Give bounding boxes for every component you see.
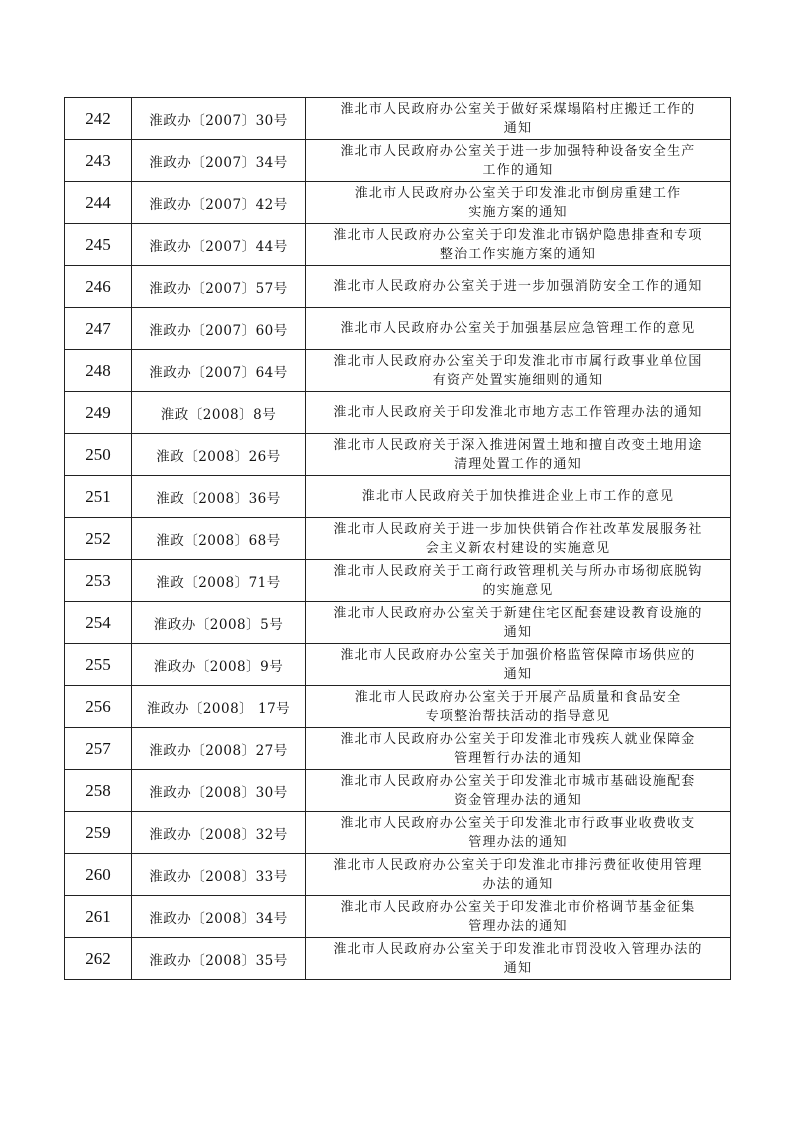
title-line: 淮北市人民政府办公室关于印发淮北市价格调节基金征集	[340, 899, 696, 915]
row-number: 247	[65, 308, 132, 350]
title-line: 整治工作实施方案的通知	[439, 246, 597, 262]
document-title	[306, 770, 731, 812]
title-line: 淮北市人民政府办公室关于进一步加强特种设备安全生产	[340, 143, 696, 159]
document-number: 淮政办〔2007〕44号	[132, 224, 306, 266]
row-number: 255	[65, 644, 132, 686]
title-line: 淮北市人民政府关于进一步加快供销合作社改革发展服务社	[333, 521, 703, 537]
document-number: 淮政〔2008〕8号	[132, 392, 306, 434]
document-title	[306, 518, 731, 560]
table-row	[65, 182, 731, 224]
title-line: 淮北市人民政府办公室关于做好采煤塌陷村庄搬迁工作的	[340, 101, 696, 117]
row-number: 244	[65, 182, 132, 224]
document-number: 淮政办〔2007〕57号	[132, 266, 306, 308]
title-line: 办法的通知	[482, 876, 554, 892]
document-title	[306, 560, 731, 602]
document-title	[306, 350, 731, 392]
document-title	[306, 896, 731, 938]
row-number: 260	[65, 854, 132, 896]
table-row	[65, 308, 731, 350]
document-number: 淮政办〔2008〕32号	[132, 812, 306, 854]
document-number: 淮政办〔2007〕42号	[132, 182, 306, 224]
row-number: 248	[65, 350, 132, 392]
document-index-table	[64, 97, 731, 980]
table-row	[65, 854, 731, 896]
document-number: 淮政办〔2007〕60号	[132, 308, 306, 350]
title-line: 管理暂行办法的通知	[454, 750, 582, 766]
row-number: 249	[65, 392, 132, 434]
title-line: 淮北市人民政府关于印发淮北市地方志工作管理办法的通知	[333, 405, 703, 420]
title-line: 有资产处置实施细则的通知	[432, 372, 604, 388]
row-number: 262	[65, 938, 132, 980]
row-number: 257	[65, 728, 132, 770]
document-number: 淮政办〔2008〕34号	[132, 896, 306, 938]
title-line: 淮北市人民政府办公室关于加强价格监管保障市场供应的	[340, 647, 696, 663]
document-number: 淮政办〔2008〕27号	[132, 728, 306, 770]
row-number: 242	[65, 98, 132, 140]
title-line: 通知	[503, 960, 533, 976]
title-line: 淮北市人民政府关于工商行政管理机关与所办市场彻底脱钩	[333, 563, 703, 579]
table-body	[65, 98, 731, 980]
document-title	[306, 686, 731, 728]
table-row	[65, 560, 731, 602]
table-row	[65, 140, 731, 182]
title-line: 资金管理办法的通知	[454, 792, 582, 808]
title-line: 淮北市人民政府办公室关于开展产品质量和食品安全	[354, 689, 682, 705]
title-line: 淮北市人民政府办公室关于印发淮北市城市基础设施配套	[340, 773, 696, 789]
title-line: 管理办法的通知	[468, 834, 568, 850]
title-line: 淮北市人民政府办公室关于进一步加强消防安全工作的通知	[333, 279, 703, 294]
table-row	[65, 770, 731, 812]
document-title	[306, 812, 731, 854]
title-line: 淮北市人民政府办公室关于印发淮北市排污费征收使用管理	[333, 857, 703, 873]
row-number: 253	[65, 560, 132, 602]
document-title	[306, 182, 731, 224]
title-line: 淮北市人民政府关于深入推进闲置土地和擅自改变土地用途	[333, 437, 703, 453]
row-number: 256	[65, 686, 132, 728]
document-number: 淮政办〔2008〕5号	[132, 602, 306, 644]
table-row	[65, 392, 731, 434]
document-title	[306, 140, 731, 182]
row-number: 246	[65, 266, 132, 308]
title-line: 的实施意见	[482, 582, 554, 598]
document-number: 淮政办〔2008〕33号	[132, 854, 306, 896]
row-number: 251	[65, 476, 132, 518]
document-number: 淮政〔2008〕71号	[132, 560, 306, 602]
document-number: 淮政办〔2008〕30号	[132, 770, 306, 812]
title-line: 专项整治帮扶活动的指导意见	[425, 708, 611, 724]
table-row	[65, 728, 731, 770]
table-row	[65, 812, 731, 854]
document-title	[306, 392, 731, 434]
title-line: 通知	[503, 624, 533, 640]
document-number: 淮政〔2008〕26号	[132, 434, 306, 476]
document-title	[306, 98, 731, 140]
title-line: 淮北市人民政府办公室关于印发淮北市市属行政事业单位国	[333, 353, 703, 369]
title-line: 淮北市人民政府关于加快推进企业上市工作的意见	[361, 489, 675, 504]
row-number: 259	[65, 812, 132, 854]
document-title	[306, 644, 731, 686]
row-number: 250	[65, 434, 132, 476]
document-number: 淮政办〔2008〕35号	[132, 938, 306, 980]
title-line: 工作的通知	[482, 162, 554, 178]
table-row	[65, 98, 731, 140]
document-title	[306, 476, 731, 518]
document-number: 淮政办〔2008〕 17号	[132, 686, 306, 728]
row-number: 245	[65, 224, 132, 266]
title-line: 会主义新农村建设的实施意见	[425, 540, 611, 556]
title-line: 实施方案的通知	[468, 204, 568, 220]
title-line: 淮北市人民政府办公室关于印发淮北市残疾人就业保障金	[340, 731, 696, 747]
table-row	[65, 266, 731, 308]
document-title	[306, 854, 731, 896]
table-row	[65, 518, 731, 560]
table-row	[65, 644, 731, 686]
row-number: 258	[65, 770, 132, 812]
document-title	[306, 728, 731, 770]
row-number: 254	[65, 602, 132, 644]
table-row	[65, 224, 731, 266]
table-row	[65, 686, 731, 728]
title-line: 清理处置工作的通知	[454, 456, 582, 472]
title-line: 淮北市人民政府办公室关于新建住宅区配套建设教育设施的	[333, 605, 703, 621]
title-line: 淮北市人民政府办公室关于印发淮北市锅炉隐患排查和专项	[333, 227, 703, 243]
title-line: 管理办法的通知	[468, 918, 568, 934]
document-number: 淮政〔2008〕68号	[132, 518, 306, 560]
table-row	[65, 476, 731, 518]
row-number: 243	[65, 140, 132, 182]
document-title	[306, 308, 731, 350]
document-title	[306, 224, 731, 266]
table-row	[65, 896, 731, 938]
table-row	[65, 938, 731, 980]
title-line: 淮北市人民政府办公室关于印发淮北市行政事业收费收支	[340, 815, 696, 831]
document-number: 淮政〔2008〕36号	[132, 476, 306, 518]
title-line: 通知	[503, 666, 533, 682]
document-number: 淮政办〔2007〕64号	[132, 350, 306, 392]
document-title	[306, 938, 731, 980]
document-title	[306, 434, 731, 476]
table-row	[65, 350, 731, 392]
row-number: 252	[65, 518, 132, 560]
title-line: 淮北市人民政府办公室关于加强基层应急管理工作的意见	[340, 321, 696, 336]
table-row	[65, 434, 731, 476]
document-title	[306, 266, 731, 308]
title-line: 通知	[503, 120, 533, 136]
document-number: 淮政办〔2007〕34号	[132, 140, 306, 182]
title-line: 淮北市人民政府办公室关于印发淮北市倒房重建工作	[354, 185, 682, 201]
document-number: 淮政办〔2007〕30号	[132, 98, 306, 140]
table-row	[65, 602, 731, 644]
row-number: 261	[65, 896, 132, 938]
document-number: 淮政办〔2008〕9号	[132, 644, 306, 686]
document-title	[306, 602, 731, 644]
title-line: 淮北市人民政府办公室关于印发淮北市罚没收入管理办法的	[333, 941, 703, 957]
